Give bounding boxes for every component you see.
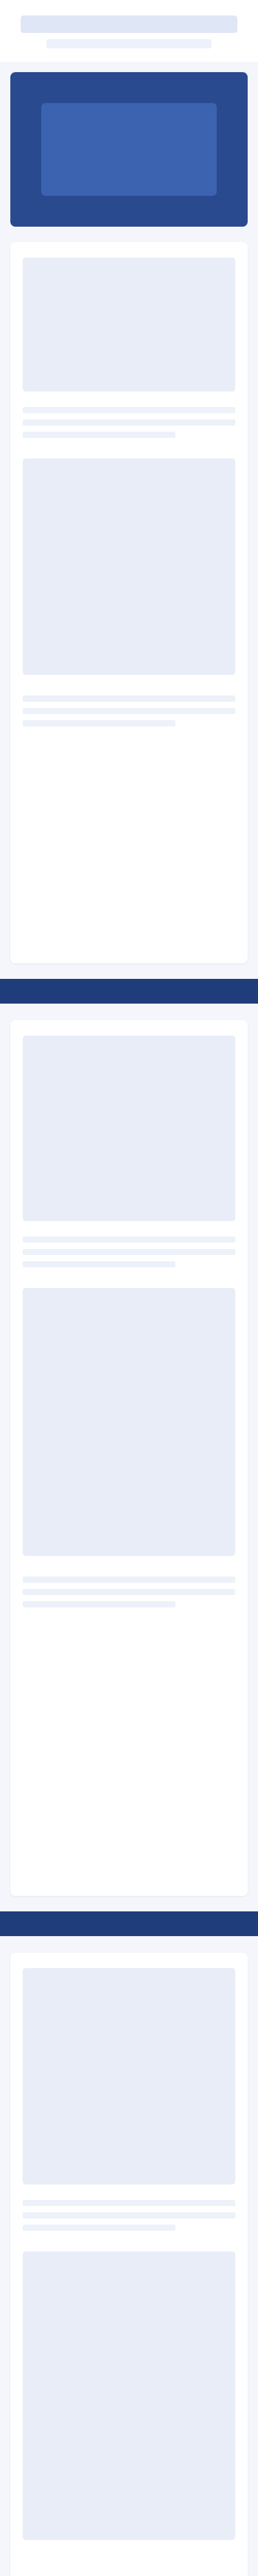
- text-line: [23, 1601, 175, 1607]
- page-header: [0, 0, 258, 62]
- hero-banner: [10, 72, 248, 227]
- text-line: [23, 407, 235, 413]
- content-section-2: [10, 1020, 248, 1896]
- section-image: [23, 1288, 235, 1556]
- text-line: [23, 708, 235, 714]
- text-line: [23, 696, 235, 702]
- text-line: [23, 2225, 175, 2231]
- text-line: [23, 1236, 235, 1243]
- section-divider: [0, 1911, 258, 1936]
- page-subtitle: [46, 39, 212, 48]
- section-image: [23, 1968, 235, 2184]
- text-line: [23, 2200, 235, 2206]
- text-line: [23, 1261, 175, 1267]
- page-title: [21, 15, 237, 33]
- content-section-3: [10, 1953, 248, 2576]
- text-line: [23, 720, 175, 726]
- section-image: [23, 258, 235, 392]
- content-section-1: [10, 242, 248, 963]
- text-line: [23, 432, 175, 438]
- text-line: [23, 1249, 235, 1255]
- hero-image: [41, 103, 217, 196]
- text-line: [23, 2212, 235, 2218]
- text-line: [23, 419, 235, 426]
- section-divider: [0, 979, 258, 1004]
- text-line: [23, 1589, 235, 1595]
- section-image: [23, 2251, 235, 2540]
- section-image: [23, 459, 235, 675]
- text-line: [23, 1577, 235, 1583]
- section-image: [23, 1036, 235, 1221]
